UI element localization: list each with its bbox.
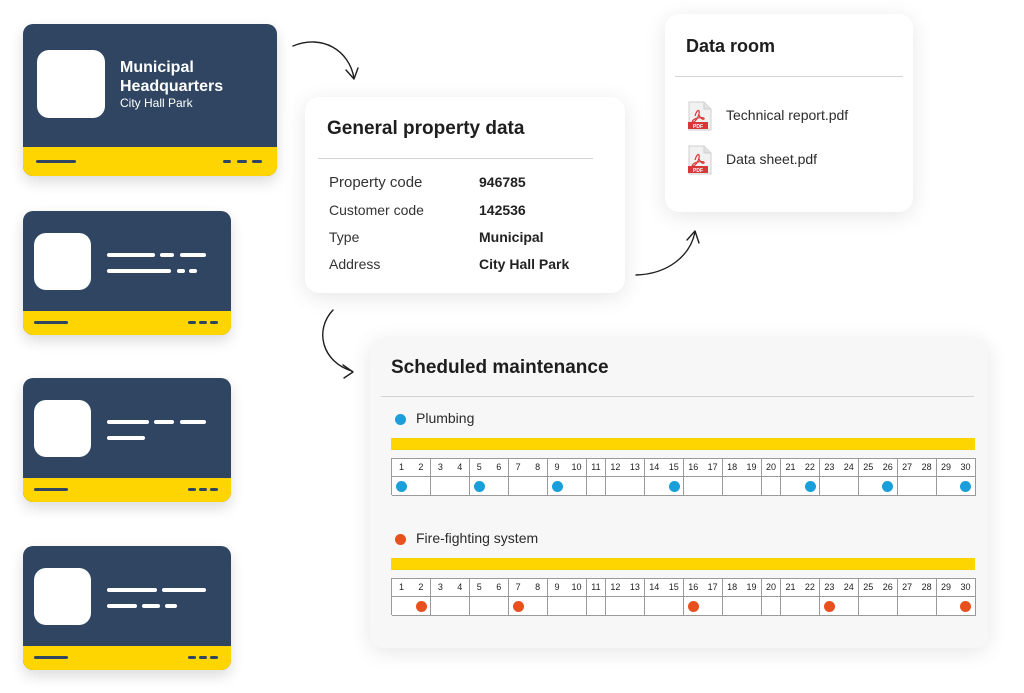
day-slot-cell[interactable]: [411, 597, 431, 616]
schedule-period-bar: [391, 438, 975, 450]
property-card-footer: [23, 646, 231, 670]
schedule-name: Fire-fighting system: [416, 530, 539, 546]
schedule-calendar-grid: [391, 458, 976, 495]
day-slot-cell[interactable]: [859, 477, 879, 496]
day-slot-cell[interactable]: [587, 597, 607, 616]
legend-dot-icon: [395, 534, 406, 545]
day-slot-cell[interactable]: [587, 477, 607, 496]
day-slot-cell[interactable]: [470, 477, 490, 496]
day-slot-cell[interactable]: [489, 597, 509, 616]
day-number-cell: 2: [411, 579, 431, 597]
divider: [318, 158, 593, 159]
day-slot-cell[interactable]: [956, 597, 976, 616]
general-property-panel: [305, 97, 625, 293]
arrow-card-to-property: [293, 42, 354, 78]
day-slot-cell[interactable]: [431, 477, 451, 496]
day-number-cell: 9: [548, 459, 568, 477]
pdf-file-icon: [687, 101, 713, 131]
property-label: Customer code: [329, 202, 424, 218]
day-slot-cell[interactable]: [684, 597, 704, 616]
day-slot-cell[interactable]: [392, 597, 412, 616]
day-number-cell: 22: [800, 459, 820, 477]
day-slot-cell[interactable]: [839, 477, 859, 496]
maintenance-marker: [960, 481, 971, 492]
day-slot-cell[interactable]: [937, 597, 957, 616]
property-value: Municipal: [479, 229, 544, 245]
day-slot-cell[interactable]: [470, 597, 490, 616]
day-number-cell: 10: [567, 579, 587, 597]
day-slot-cell[interactable]: [898, 477, 918, 496]
property-thumbnail: [37, 50, 105, 118]
arrow-property-to-maintenance-head: [343, 365, 353, 378]
pdf-file-icon: [687, 145, 713, 175]
day-number-cell: 13: [625, 579, 645, 597]
day-slot-cell[interactable]: [528, 597, 548, 616]
property-thumbnail: [34, 400, 91, 457]
pdf-badge: PDF: [693, 168, 703, 174]
day-number-cell: 6: [489, 579, 509, 597]
day-number-cell: 4: [450, 579, 470, 597]
day-slot-cell[interactable]: [645, 477, 665, 496]
day-number-cell: 5: [470, 579, 490, 597]
day-number-cell: 1: [392, 459, 412, 477]
day-slot-cell[interactable]: [820, 477, 840, 496]
property-label: Property code: [329, 174, 423, 191]
property-label: Address: [329, 256, 381, 272]
day-number-cell: 15: [664, 579, 684, 597]
day-number-cell: 26: [878, 579, 898, 597]
day-slot-cell[interactable]: [781, 477, 801, 496]
maintenance-marker: [669, 481, 680, 492]
day-slot-cell[interactable]: [567, 597, 587, 616]
day-number-cell: 29: [937, 579, 957, 597]
property-card-placeholder[interactable]: [23, 378, 231, 502]
maintenance-marker: [960, 601, 971, 612]
day-slot-cell[interactable]: [664, 597, 684, 616]
day-number-cell: 1: [392, 579, 412, 597]
day-slot-cell[interactable]: [859, 597, 879, 616]
day-slot-cell[interactable]: [528, 477, 548, 496]
day-slot-cell[interactable]: [703, 597, 723, 616]
day-slot-cell[interactable]: [898, 597, 918, 616]
property-card-placeholder[interactable]: [23, 546, 231, 670]
maintenance-marker: [513, 601, 524, 612]
day-slot-cell[interactable]: [450, 477, 470, 496]
day-number-cell: 16: [684, 459, 704, 477]
day-number-cell: 14: [645, 459, 665, 477]
property-card-footer: [23, 478, 231, 502]
property-thumbnail: [34, 568, 91, 625]
day-number-cell: 17: [703, 459, 723, 477]
day-number-cell: 23: [820, 459, 840, 477]
schedule-period-bar: [391, 558, 975, 570]
day-slot-cell[interactable]: [606, 597, 626, 616]
maintenance-marker: [416, 601, 427, 612]
property-card-subtitle: City Hall Park: [120, 96, 193, 110]
general-property-title: General property data: [327, 118, 525, 139]
data-room-title: Data room: [686, 36, 776, 56]
day-number-cell: 28: [917, 459, 937, 477]
day-slot-cell[interactable]: [956, 477, 976, 496]
day-number-cell: 22: [800, 579, 820, 597]
day-slot-cell[interactable]: [800, 477, 820, 496]
day-number-cell: 21: [781, 459, 801, 477]
day-number-cell: 16: [684, 579, 704, 597]
day-number-cell: 21: [781, 579, 801, 597]
day-number-cell: 25: [859, 459, 879, 477]
day-slot-cell[interactable]: [548, 477, 568, 496]
maintenance-panel: [370, 338, 988, 648]
maintenance-marker: [688, 601, 699, 612]
day-slot-cell[interactable]: [781, 597, 801, 616]
property-thumbnail: [34, 233, 91, 290]
day-slot-cell[interactable]: [684, 477, 704, 496]
day-slot-cell[interactable]: [509, 597, 529, 616]
schedule-name: Plumbing: [416, 410, 475, 426]
day-slot-cell[interactable]: [431, 597, 451, 616]
day-number-cell: 26: [878, 459, 898, 477]
day-slot-cell[interactable]: [509, 477, 529, 496]
maintenance-marker: [882, 481, 893, 492]
day-number-cell: 5: [470, 459, 490, 477]
property-card-title: Municipal Headquarters: [120, 59, 224, 95]
day-number-cell: 8: [528, 459, 548, 477]
day-slot-cell[interactable]: [625, 477, 645, 496]
maintenance-marker: [552, 481, 563, 492]
day-slot-cell[interactable]: [878, 597, 898, 616]
day-slot-cell[interactable]: [411, 477, 431, 496]
day-slot-cell[interactable]: [645, 597, 665, 616]
day-number-cell: 18: [723, 459, 743, 477]
day-number-cell: 9: [548, 579, 568, 597]
property-value: 946785: [479, 174, 526, 190]
day-slot-cell[interactable]: [878, 477, 898, 496]
property-card-footer: [23, 311, 231, 335]
maintenance-marker: [824, 601, 835, 612]
day-number-cell: 7: [509, 459, 529, 477]
day-slot-cell[interactable]: [606, 477, 626, 496]
property-label: Type: [329, 229, 360, 245]
day-slot-cell[interactable]: [723, 597, 743, 616]
day-slot-cell[interactable]: [664, 477, 684, 496]
day-number-cell: 20: [762, 459, 782, 477]
day-number-cell: 10: [567, 459, 587, 477]
day-slot-cell[interactable]: [742, 477, 762, 496]
day-number-cell: 27: [898, 579, 918, 597]
day-slot-cell[interactable]: [392, 477, 412, 496]
day-number-cell: 19: [742, 579, 762, 597]
day-number-cell: 4: [450, 459, 470, 477]
divider: [381, 396, 974, 397]
day-slot-cell[interactable]: [742, 597, 762, 616]
day-number-cell: 3: [431, 579, 451, 597]
day-number-cell: 2: [411, 459, 431, 477]
day-slot-cell[interactable]: [489, 477, 509, 496]
day-number-cell: 7: [509, 579, 529, 597]
day-number-cell: 12: [606, 459, 626, 477]
day-number-cell: 14: [645, 579, 665, 597]
day-slot-cell[interactable]: [937, 477, 957, 496]
file-name[interactable]: Technical report.pdf: [726, 107, 849, 123]
day-number-cell: 30: [956, 579, 976, 597]
day-number-cell: 17: [703, 579, 723, 597]
day-number-cell: 18: [723, 579, 743, 597]
day-slot-cell[interactable]: [703, 477, 723, 496]
day-number-cell: 13: [625, 459, 645, 477]
day-slot-cell[interactable]: [917, 597, 937, 616]
day-number-cell: 24: [839, 459, 859, 477]
day-number-cell: 29: [937, 459, 957, 477]
day-slot-cell[interactable]: [820, 597, 840, 616]
legend-dot-icon: [395, 414, 406, 425]
day-number-cell: 15: [664, 459, 684, 477]
arrow-property-to-maintenance: [323, 310, 352, 371]
day-slot-cell[interactable]: [548, 597, 568, 616]
day-number-cell: 30: [956, 459, 976, 477]
property-card-footer: [23, 147, 277, 176]
property-value: 142536: [479, 202, 526, 218]
day-number-cell: 11: [587, 579, 607, 597]
day-number-cell: 23: [820, 579, 840, 597]
day-number-cell: 27: [898, 459, 918, 477]
day-slot-cell[interactable]: [762, 477, 782, 496]
schedule-calendar-grid: [391, 578, 976, 615]
day-slot-cell[interactable]: [762, 597, 782, 616]
maintenance-title: Scheduled maintenance: [391, 357, 609, 378]
day-number-cell: 6: [489, 459, 509, 477]
property-card-placeholder[interactable]: [23, 211, 231, 335]
day-number-cell: 24: [839, 579, 859, 597]
day-number-cell: 28: [917, 579, 937, 597]
day-slot-cell[interactable]: [567, 477, 587, 496]
day-number-cell: 8: [528, 579, 548, 597]
day-number-cell: 11: [587, 459, 607, 477]
property-card-main[interactable]: [23, 24, 277, 176]
day-number-cell: 20: [762, 579, 782, 597]
property-value: City Hall Park: [479, 256, 570, 272]
day-slot-cell[interactable]: [800, 597, 820, 616]
day-slot-cell[interactable]: [625, 597, 645, 616]
data-room-panel: [665, 14, 913, 212]
file-name[interactable]: Data sheet.pdf: [726, 151, 818, 167]
day-slot-cell[interactable]: [839, 597, 859, 616]
maintenance-marker: [396, 481, 407, 492]
day-number-cell: 12: [606, 579, 626, 597]
day-number-cell: 25: [859, 579, 879, 597]
day-slot-cell[interactable]: [917, 477, 937, 496]
day-number-cell: 3: [431, 459, 451, 477]
day-number-cell: 19: [742, 459, 762, 477]
day-slot-cell[interactable]: [723, 477, 743, 496]
divider: [675, 76, 903, 77]
pdf-badge: PDF: [693, 124, 703, 130]
maintenance-marker: [474, 481, 485, 492]
arrow-property-to-dataroom: [636, 232, 695, 275]
day-slot-cell[interactable]: [450, 597, 470, 616]
maintenance-marker: [805, 481, 816, 492]
